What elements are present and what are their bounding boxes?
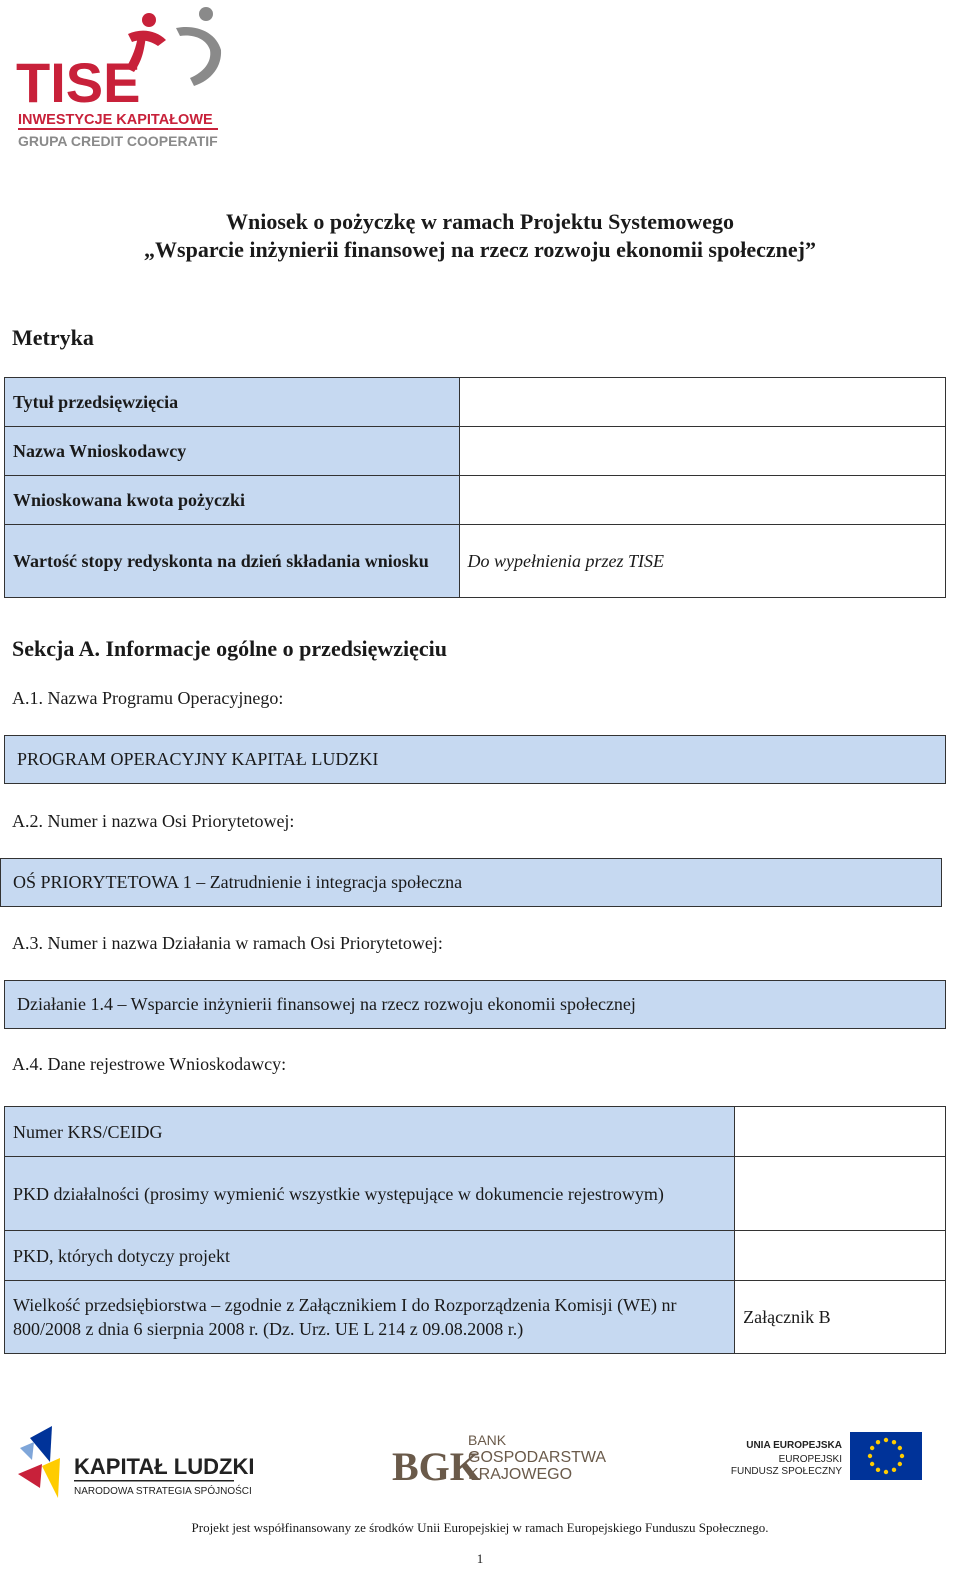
a4-value-krs[interactable] [735, 1107, 946, 1157]
a4-row [5, 1281, 946, 1354]
document-title-line2: „Wsparcie inżynierii finansowej na rzecz rozwoju ekonomii społecznej” [144, 237, 816, 262]
a4-row [5, 1231, 946, 1281]
a4-label-pkd-all: PKD działalności (prosimy wymienić wszystkie występujące w dokumencie rejestrowym) [5, 1157, 735, 1231]
kl-shape-red [18, 1464, 42, 1488]
eu-star [870, 1446, 874, 1450]
a1-label: A.1. Nazwa Programu Operacyjnego: [12, 688, 284, 708]
metryka-table [4, 377, 946, 598]
eu-star [898, 1462, 902, 1466]
kapital-ludzki-logo [18, 1426, 254, 1498]
logo-figure-red-arm [128, 31, 166, 46]
bgk-line3: KRAJOWEGO [468, 1466, 573, 1483]
bgk-line1: BANK [468, 1432, 507, 1448]
kl-shape-yellow [42, 1458, 60, 1498]
logo-figure-red-head [142, 13, 156, 27]
metryka-row [5, 427, 946, 476]
tise-logo [16, 6, 226, 152]
bgk-logo [392, 1432, 606, 1489]
metryka-label-tytul: Tytuł przedsięwzięcia [5, 378, 460, 427]
eu-line2: EUROPEJSKI [778, 1454, 842, 1465]
eu-star [892, 1440, 896, 1444]
a2-value: OŚ PRIORYTETOWA 1 – Zatrudnienie i integracja społeczna [13, 872, 463, 892]
eu-star [898, 1446, 902, 1450]
a3-label: A.3. Numer i nazwa Działania w ramach Osi Priorytetowej: [12, 933, 443, 953]
metryka-value-stopa: Do wypełnienia przez TISE [459, 525, 945, 598]
a4-row [5, 1107, 946, 1157]
logo-figure-gray-head [199, 7, 213, 21]
metryka-heading: Metryka [12, 325, 94, 350]
a2-value-box [0, 858, 942, 907]
a4-table [4, 1106, 946, 1354]
metryka-value-nazwa[interactable] [459, 427, 945, 476]
logo-brand-text: TISE [16, 51, 141, 114]
footer-note: Projekt jest współfinansowany ze środków Unii Europejskiej w ramach Europejskiego Funduszu Społecznego. [191, 1520, 769, 1535]
eu-star [876, 1468, 880, 1472]
metryka-label-kwota: Wnioskowana kwota pożyczki [5, 476, 460, 525]
footer-logos [12, 1418, 942, 1516]
metryka-row [5, 476, 946, 525]
logo-line1: INWESTYCJE KAPITAŁOWE [18, 112, 213, 128]
logo-divider [18, 128, 218, 130]
metryka-row [5, 525, 946, 598]
eu-star [884, 1438, 888, 1442]
a4-label: A.4. Dane rejestrowe Wnioskodawcy: [12, 1054, 287, 1074]
eu-star [876, 1440, 880, 1444]
metryka-label-nazwa: Nazwa Wnioskodawcy [5, 427, 460, 476]
metryka-label-stopa: Wartość stopy redyskonta na dzień składania wniosku [5, 525, 460, 598]
metryka-row [5, 378, 946, 427]
logo-line2: GRUPA CREDIT COOPERATIF [18, 133, 218, 149]
a4-label-krs: Numer KRS/CEIDG [5, 1107, 735, 1157]
eu-star [868, 1454, 872, 1458]
bgk-monogram: BGK [392, 1444, 481, 1489]
eu-star [884, 1470, 888, 1474]
eu-star [900, 1454, 904, 1458]
a1-value: PROGRAM OPERACYJNY KAPITAŁ LUDZKI [17, 749, 379, 769]
bgk-line2: GOSPODARSTWA [468, 1449, 607, 1466]
kl-subtitle: NARODOWA STRATEGIA SPÓJNOŚCI [74, 1486, 252, 1497]
metryka-value-tytul[interactable] [459, 378, 945, 427]
a4-value-size: Załącznik B [735, 1281, 946, 1354]
page-number: 1 [476, 1551, 484, 1566]
eu-logo [731, 1432, 922, 1480]
a4-row [5, 1157, 946, 1231]
kl-title: KAPITAŁ LUDZKI [74, 1454, 255, 1479]
metryka-value-kwota[interactable] [459, 476, 945, 525]
a4-label-pkd-project: PKD, których dotyczy projekt [5, 1231, 735, 1281]
sekcja-a-heading: Sekcja A. Informacje ogólne o przedsięwzięciu [12, 636, 448, 661]
a1-value-box [4, 735, 946, 784]
eu-star [870, 1462, 874, 1466]
a2-label: A.2. Numer i nazwa Osi Priorytetowej: [12, 811, 295, 831]
a4-value-pkd-all[interactable] [735, 1157, 946, 1231]
a3-value: Działanie 1.4 – Wsparcie inżynierii finansowej na rzecz rozwoju ekonomii społecznej [17, 994, 636, 1014]
document-title-line1: Wniosek o pożyczkę w ramach Projektu Systemowego [226, 209, 734, 234]
kl-shape-lightblue [20, 1442, 34, 1460]
eu-star [892, 1468, 896, 1472]
logo-figure-gray-body [176, 27, 221, 86]
kl-divider [74, 1480, 234, 1482]
eu-line3: FUNDUSZ SPOŁECZNY [730, 1466, 842, 1477]
a3-value-box [4, 980, 946, 1029]
a4-value-pkd-project[interactable] [735, 1231, 946, 1281]
eu-line1: UNIA EUROPEJSKA [746, 1440, 842, 1451]
a4-label-size: Wielkość przedsiębiorstwa – zgodnie z Załącznikiem I do Rozporządzenia Komisji (WE) nr 800/2008 z dnia 6 sierpnia 2008 r. (Dz. Urz. UE L 214 z 09.08.2008 r.) [5, 1281, 735, 1354]
